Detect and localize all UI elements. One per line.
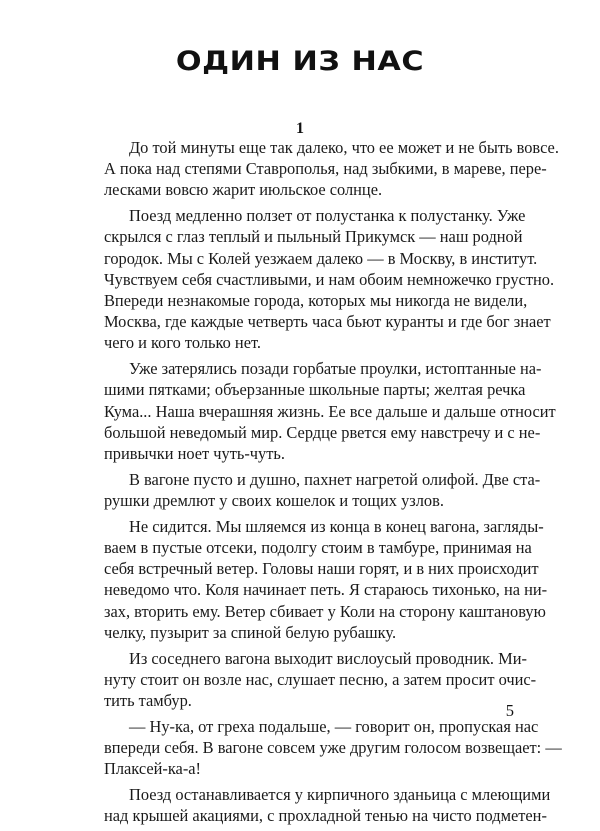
text-line: Кума... Наша вчерашняя жизнь. Ее все дальше и дальше относит bbox=[104, 401, 556, 421]
text-line: зах, вторить ему. Ветер сбивает у Коли на сторону каштановую bbox=[104, 601, 546, 621]
text-line: В вагоне пусто и душно, пахнет нагретой олифой. Две ста- bbox=[129, 469, 541, 489]
text-line: А пока над степями Ставрополья, над зыбкими, в мареве, пере- bbox=[104, 159, 547, 179]
text-line: Поезд останавливается у кирпичного зданьица с млеющими bbox=[129, 785, 551, 805]
text-line: большой неведомый мир. Сердце рвется ему навстречу и с не- bbox=[104, 422, 541, 442]
paragraph bbox=[104, 784, 551, 826]
book-title: ОДИН ИЗ НАС bbox=[175, 46, 425, 77]
text-line: Впереди незнакомые города, которых мы никогда не видели, bbox=[104, 291, 528, 311]
text-line: неведомо что. Коля начинает петь. Я стараюсь тихонько, на ни- bbox=[104, 580, 548, 600]
text-line: Москва, где каждые четверть часа бьют куранты и где бог знает bbox=[104, 312, 551, 332]
text-line: рушки дремлют у своих кошелок и тощих узлов. bbox=[104, 491, 444, 511]
paragraph bbox=[104, 205, 555, 353]
text-line: над крышей акациями, с прохладной тенью на чисто подметен- bbox=[104, 806, 547, 826]
chapter-number: 1 bbox=[296, 120, 304, 137]
text-line: впереди себя. В вагоне совсем уже другим голосом возвещает: — bbox=[104, 738, 562, 758]
text-line: челку, пузырит за спиной белую рубашку. bbox=[104, 622, 397, 642]
text-line: До той минуты еще так далеко, что ее может и не быть вовсе. bbox=[129, 138, 559, 157]
paragraph bbox=[104, 648, 537, 712]
text-line: скрылся с глаз теплый и пыльный Прикумск — наш родной bbox=[104, 227, 523, 247]
text-line: ваем в пустые отсеки, подолгу стоим в тамбуре, принимая на bbox=[104, 538, 532, 558]
body-text bbox=[104, 137, 562, 831]
text-line: лесками вовсю жарит июльское солнце. bbox=[104, 180, 383, 200]
text-line: шими пятками; объерзанные школьные парты; желтая речка bbox=[104, 380, 526, 400]
text-line: Чувствуем себя счастливыми, и нам обоим немножечко грустно. bbox=[104, 269, 555, 289]
text-line: Из соседнего вагона выходит вислоусый проводник. Ми- bbox=[129, 648, 527, 668]
paragraph bbox=[104, 358, 556, 464]
paragraph bbox=[104, 716, 562, 780]
text-line: нуту стоит он возле нас, слушает песню, а затем просит очис- bbox=[104, 669, 537, 689]
paragraph bbox=[104, 469, 541, 511]
text-line: Уже затерялись позади горбатые проулки, истоптанные на- bbox=[129, 359, 542, 379]
text-line: тить тамбур. bbox=[104, 691, 192, 711]
text-line: себя встречный ветер. Головы наши горят, и в них происходит bbox=[104, 559, 539, 579]
text-line: Плаксей-ка-а! bbox=[104, 759, 202, 779]
text-line: — Ну-ка, от греха подальше, — говорит он, пропуская нас bbox=[129, 716, 539, 736]
text-line: городок. Мы с Колей уезжаем далеко — в Москву, в институт. bbox=[104, 248, 538, 268]
page-number: 5 bbox=[505, 701, 514, 720]
paragraph bbox=[104, 516, 548, 643]
text-line: чего и кого только нет. bbox=[104, 333, 262, 353]
paragraph bbox=[104, 137, 559, 201]
text-line: привычки ноет чуть-чуть. bbox=[104, 444, 285, 464]
text-line: Не сидится. Мы шляемся из конца в конец вагона, загляды- bbox=[129, 516, 544, 536]
text-line: Поезд медленно ползет от полустанка к полустанку. Уже bbox=[129, 206, 526, 226]
